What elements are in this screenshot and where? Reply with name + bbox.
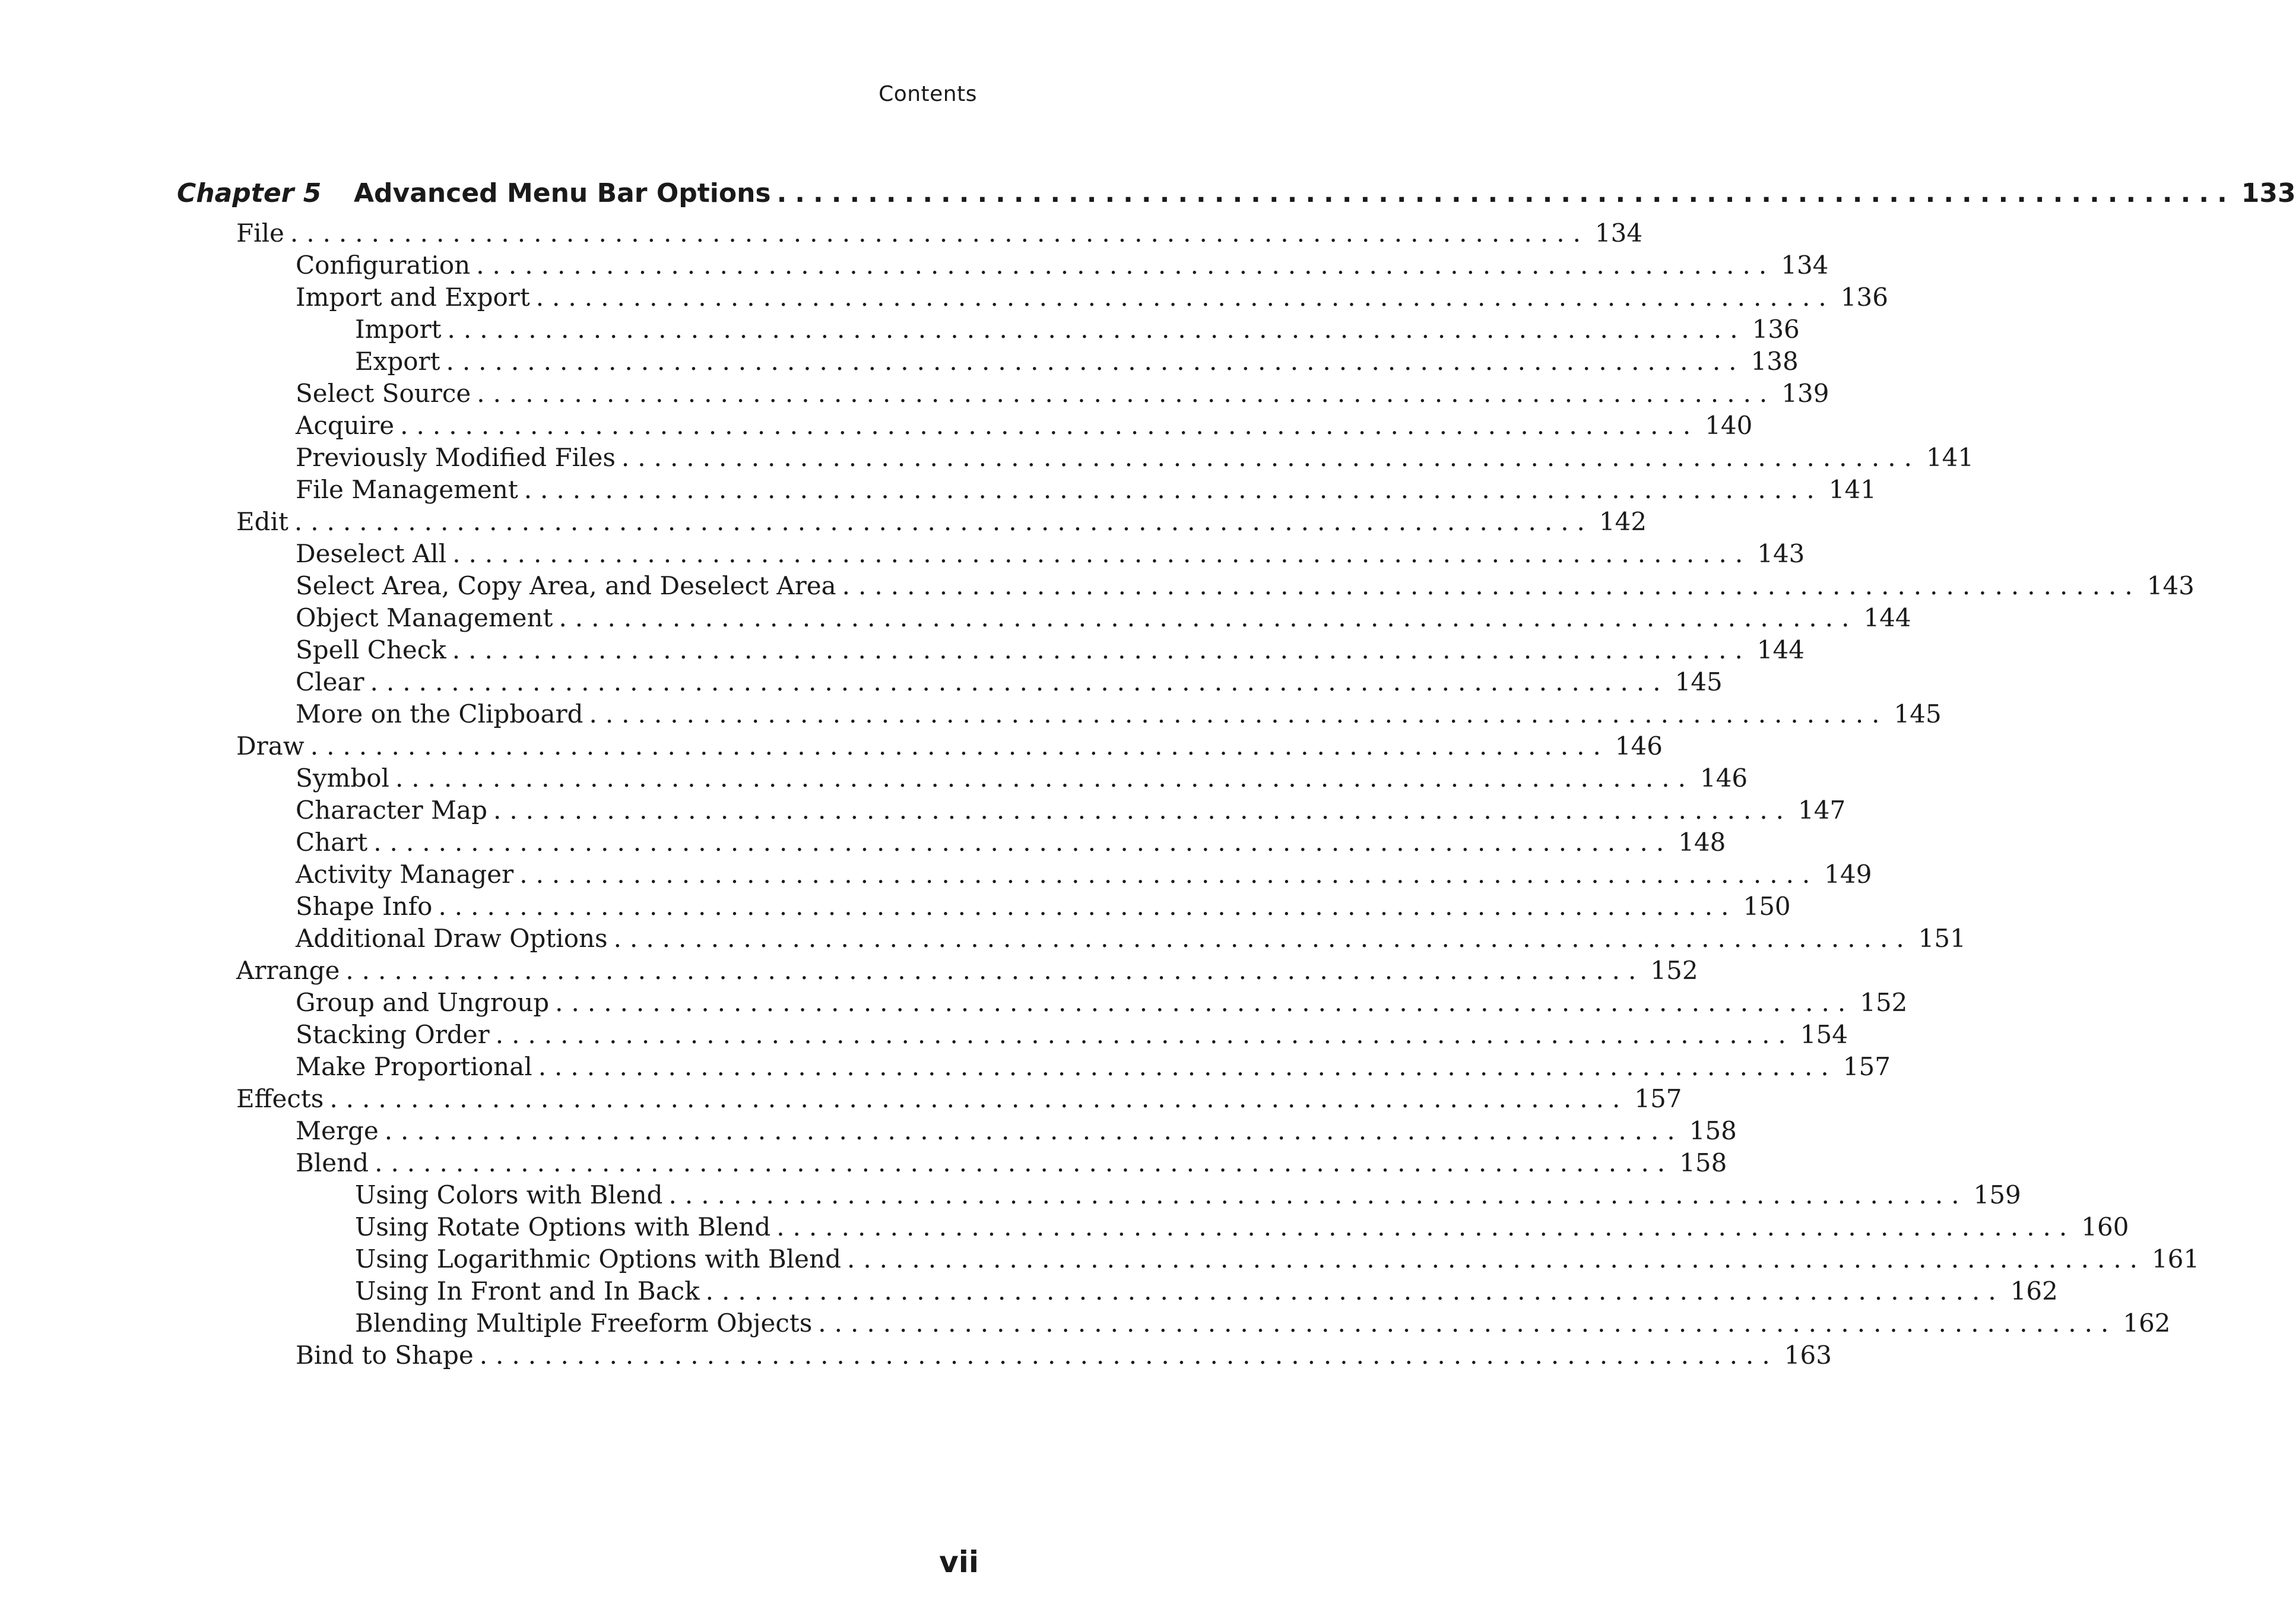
toc-entry (177, 251, 1829, 283)
dot-leader: ................................................................................ (477, 379, 1776, 408)
toc-entry-title: Activity Manager (296, 860, 514, 889)
toc-entry-title: Edit (236, 507, 288, 536)
toc-entry (177, 764, 1748, 796)
toc-entry (177, 315, 1800, 347)
toc-entry-title: Character Map (296, 796, 487, 825)
toc-entry (177, 1276, 2058, 1309)
toc-entry (177, 379, 1829, 411)
dot-leader: ................................................................................ (668, 1180, 1968, 1209)
dot-leader: ................................................................................ (524, 475, 1823, 504)
chapter-label: Chapter 5 (177, 178, 322, 208)
toc-entry-title: Acquire (296, 411, 395, 440)
toc-entry (177, 796, 1846, 828)
toc-entry (177, 1309, 2171, 1341)
toc-entry-page-number: 150 (1743, 892, 1791, 921)
toc-entry-title: Bind to Shape (296, 1341, 474, 1370)
dot-leader: ................................................................................ (290, 218, 1589, 248)
toc-entry (177, 667, 1723, 699)
toc-entry-title: Draw (236, 731, 305, 761)
dot-leader: ................................................................................ (446, 347, 1745, 376)
toc-entry (177, 988, 1908, 1020)
toc-entry-title: Clear (296, 667, 364, 696)
running-head: Contents (879, 82, 977, 106)
toc-entry-title: Import (355, 315, 442, 344)
dot-leader: ................................................................................ (375, 1148, 1674, 1177)
toc-entry-page-number: 162 (2123, 1309, 2171, 1338)
toc-entry-title: Object Management (296, 603, 553, 632)
chapter-heading (177, 178, 2296, 218)
toc-entry (177, 892, 1791, 924)
toc-entry-page-number: 134 (1781, 251, 1829, 280)
toc-entry-title: More on the Clipboard (296, 699, 583, 728)
toc-entry (177, 507, 1647, 539)
toc-entry-title: Using In Front and In Back (355, 1276, 700, 1306)
dot-leader: ................................................................................ (452, 539, 1752, 568)
toc-entry-page-number: 158 (1689, 1116, 1737, 1145)
toc-entry-page-number: 139 (1781, 379, 1829, 408)
dot-leader: ................................................................................ (589, 699, 1888, 728)
toc-entry-page-number: 151 (1918, 924, 1966, 953)
toc-entry-title: Shape Info (296, 892, 433, 921)
toc-entry (177, 571, 2194, 603)
chapter-title: Advanced Menu Bar Options (354, 178, 771, 208)
toc-entry-title: Effects (236, 1084, 324, 1113)
dot-leader: ................................................................................ (329, 1084, 1629, 1113)
toc-entry-page-number: 138 (1750, 347, 1799, 376)
toc-entry-page-number: 134 (1594, 218, 1643, 248)
dot-leader: ................................................................................ (452, 635, 1751, 664)
toc-entry-page-number: 161 (2152, 1244, 2200, 1273)
toc-entry-page-number: 136 (1752, 315, 1800, 344)
toc-entry-page-number: 146 (1699, 764, 1748, 793)
toc-entry-page-number: 147 (1798, 796, 1846, 825)
toc-entry-title: File (236, 218, 284, 248)
toc-entry-page-number: 157 (1842, 1052, 1891, 1081)
toc-entry-page-number: 144 (1863, 603, 1911, 632)
dot-leader: ................................................................................ (495, 1020, 1794, 1049)
toc-entry-page-number: 162 (2010, 1276, 2058, 1306)
toc-entry-page-number: 152 (1650, 956, 1698, 985)
toc-entry-title: Deselect All (296, 539, 447, 568)
toc-entry (177, 1180, 2021, 1212)
toc-entry-title: Using Logarithmic Options with Blend (355, 1244, 841, 1273)
toc-entry-page-number: 154 (1800, 1020, 1848, 1049)
toc-entry-title: Group and Ungroup (296, 988, 550, 1017)
toc-entry-page-number: 159 (1973, 1180, 2021, 1209)
dot-leader: ................................................................................ (613, 924, 1913, 953)
toc-entry (177, 1020, 1848, 1052)
dot-leader: ................................................................................ (345, 956, 1645, 985)
toc-entry-title: Using Rotate Options with Blend (355, 1212, 771, 1241)
toc-entry-title: File Management (296, 475, 518, 504)
toc-entry (177, 924, 1966, 956)
toc-entry-page-number: 146 (1615, 731, 1663, 761)
toc-entry (177, 539, 1805, 571)
toc-entry-title: Blend (296, 1148, 369, 1177)
dot-leader: ................................................................................ (310, 731, 1609, 761)
dot-leader: ................................................................................ (447, 315, 1746, 344)
toc-entry-page-number: 141 (1828, 475, 1876, 504)
toc-entry-title: Previously Modified Files (296, 443, 616, 472)
toc-entry-title: Configuration (296, 251, 471, 280)
toc-entry (177, 443, 1974, 475)
dot-leader: ................................................................................ (519, 860, 1819, 889)
toc-entry-title: Stacking Order (296, 1020, 490, 1049)
table-of-contents (177, 178, 2296, 1373)
toc-entry-page-number: 143 (2146, 571, 2194, 600)
toc-entry-title: Make Proportional (296, 1052, 532, 1081)
toc-entry (177, 283, 1888, 315)
toc-entry (177, 603, 1911, 635)
toc-entry-page-number: 149 (1824, 860, 1872, 889)
toc-entry-page-number: 143 (1757, 539, 1805, 568)
dot-leader: ................................................................................ (842, 571, 2141, 600)
toc-entry (177, 699, 1942, 731)
toc-entry-page-number: 163 (1784, 1341, 1832, 1370)
toc-entry-title: Symbol (296, 764, 389, 793)
toc-entry-page-number: 158 (1679, 1148, 1727, 1177)
toc-entry-title: Arrange (236, 956, 340, 985)
dot-leader: ................................................................................ (705, 1276, 2005, 1306)
toc-entry (177, 411, 1753, 443)
toc-entry (177, 218, 1643, 251)
dot-leader: ................................................................................ (438, 892, 1737, 921)
dot-leader: ................................................................................ (370, 667, 1669, 696)
toc-entry-page-number: 148 (1678, 828, 1726, 857)
dot-leader: ................................................................................ (818, 1309, 2117, 1338)
toc-entry (177, 1084, 1682, 1116)
toc-entry-page-number: 136 (1840, 283, 1888, 312)
toc-entry (177, 731, 1663, 764)
dot-leader: ................................................................................ (559, 603, 1858, 632)
toc-entry-title: Spell Check (296, 635, 446, 664)
toc-entry-page-number: 157 (1634, 1084, 1682, 1113)
toc-entry (177, 1341, 1832, 1373)
toc-entry-title: Merge (296, 1116, 379, 1145)
toc-entry-page-number: 145 (1894, 699, 1942, 728)
toc-entry (177, 1052, 1891, 1084)
toc-entry-title: Additional Draw Options (296, 924, 608, 953)
dot-leader: ................................................................................ (776, 1212, 2076, 1241)
toc-entries (177, 218, 2200, 1373)
dot-leader: ................................................................................ (400, 411, 1699, 440)
toc-entry (177, 1116, 1737, 1148)
toc-entry-title: Import and Export (296, 283, 530, 312)
folio: vii (939, 1545, 979, 1579)
dot-leader: ................................................................................ (384, 1116, 1683, 1145)
toc-entry-page-number: 145 (1675, 667, 1723, 696)
dot-leader: ................................................................................ (846, 1244, 2146, 1273)
toc-entry-title: Chart (296, 828, 368, 857)
toc-entry-page-number: 160 (2081, 1212, 2129, 1241)
toc-entry (177, 475, 1876, 507)
dot-leader: ................................................................................ (476, 251, 1775, 280)
toc-entry (177, 828, 1726, 860)
toc-entry-title: Export (355, 347, 440, 376)
dot-leader: ................................................................................ (493, 796, 1793, 825)
dot-leader: ................................................................................ (621, 443, 1920, 472)
toc-entry-title: Blending Multiple Freeform Objects (355, 1309, 813, 1338)
toc-entry-page-number: 144 (1756, 635, 1805, 664)
toc-entry-page-number: 152 (1860, 988, 1908, 1017)
toc-entry-title: Using Colors with Blend (355, 1180, 663, 1209)
dot-leader: ................................................................................ (395, 764, 1694, 793)
dot-leader: ................................................................................ (535, 283, 1835, 312)
toc-entry-title: Select Area, Copy Area, and Deselect Area (296, 571, 836, 600)
dot-leader: ................................................................................ (776, 178, 2235, 208)
toc-entry (177, 860, 1872, 892)
toc-entry (177, 956, 1698, 988)
toc-entry-page-number: 140 (1705, 411, 1753, 440)
toc-entry (177, 635, 1805, 667)
dot-leader: ................................................................................ (294, 507, 1593, 536)
toc-entry (177, 1212, 2129, 1244)
dot-leader: ................................................................................ (479, 1341, 1778, 1370)
toc-entry-title: Select Source (296, 379, 471, 408)
dot-leader: ................................................................................ (555, 988, 1854, 1017)
toc-entry (177, 1244, 2200, 1276)
chapter-page-number: 133 (2241, 178, 2296, 208)
dot-leader: ................................................................................ (538, 1052, 1837, 1081)
dot-leader: ................................................................................ (373, 828, 1673, 857)
toc-entry-page-number: 141 (1926, 443, 1974, 472)
toc-entry-page-number: 142 (1599, 507, 1647, 536)
toc-entry (177, 1148, 1727, 1180)
toc-entry (177, 347, 1799, 379)
